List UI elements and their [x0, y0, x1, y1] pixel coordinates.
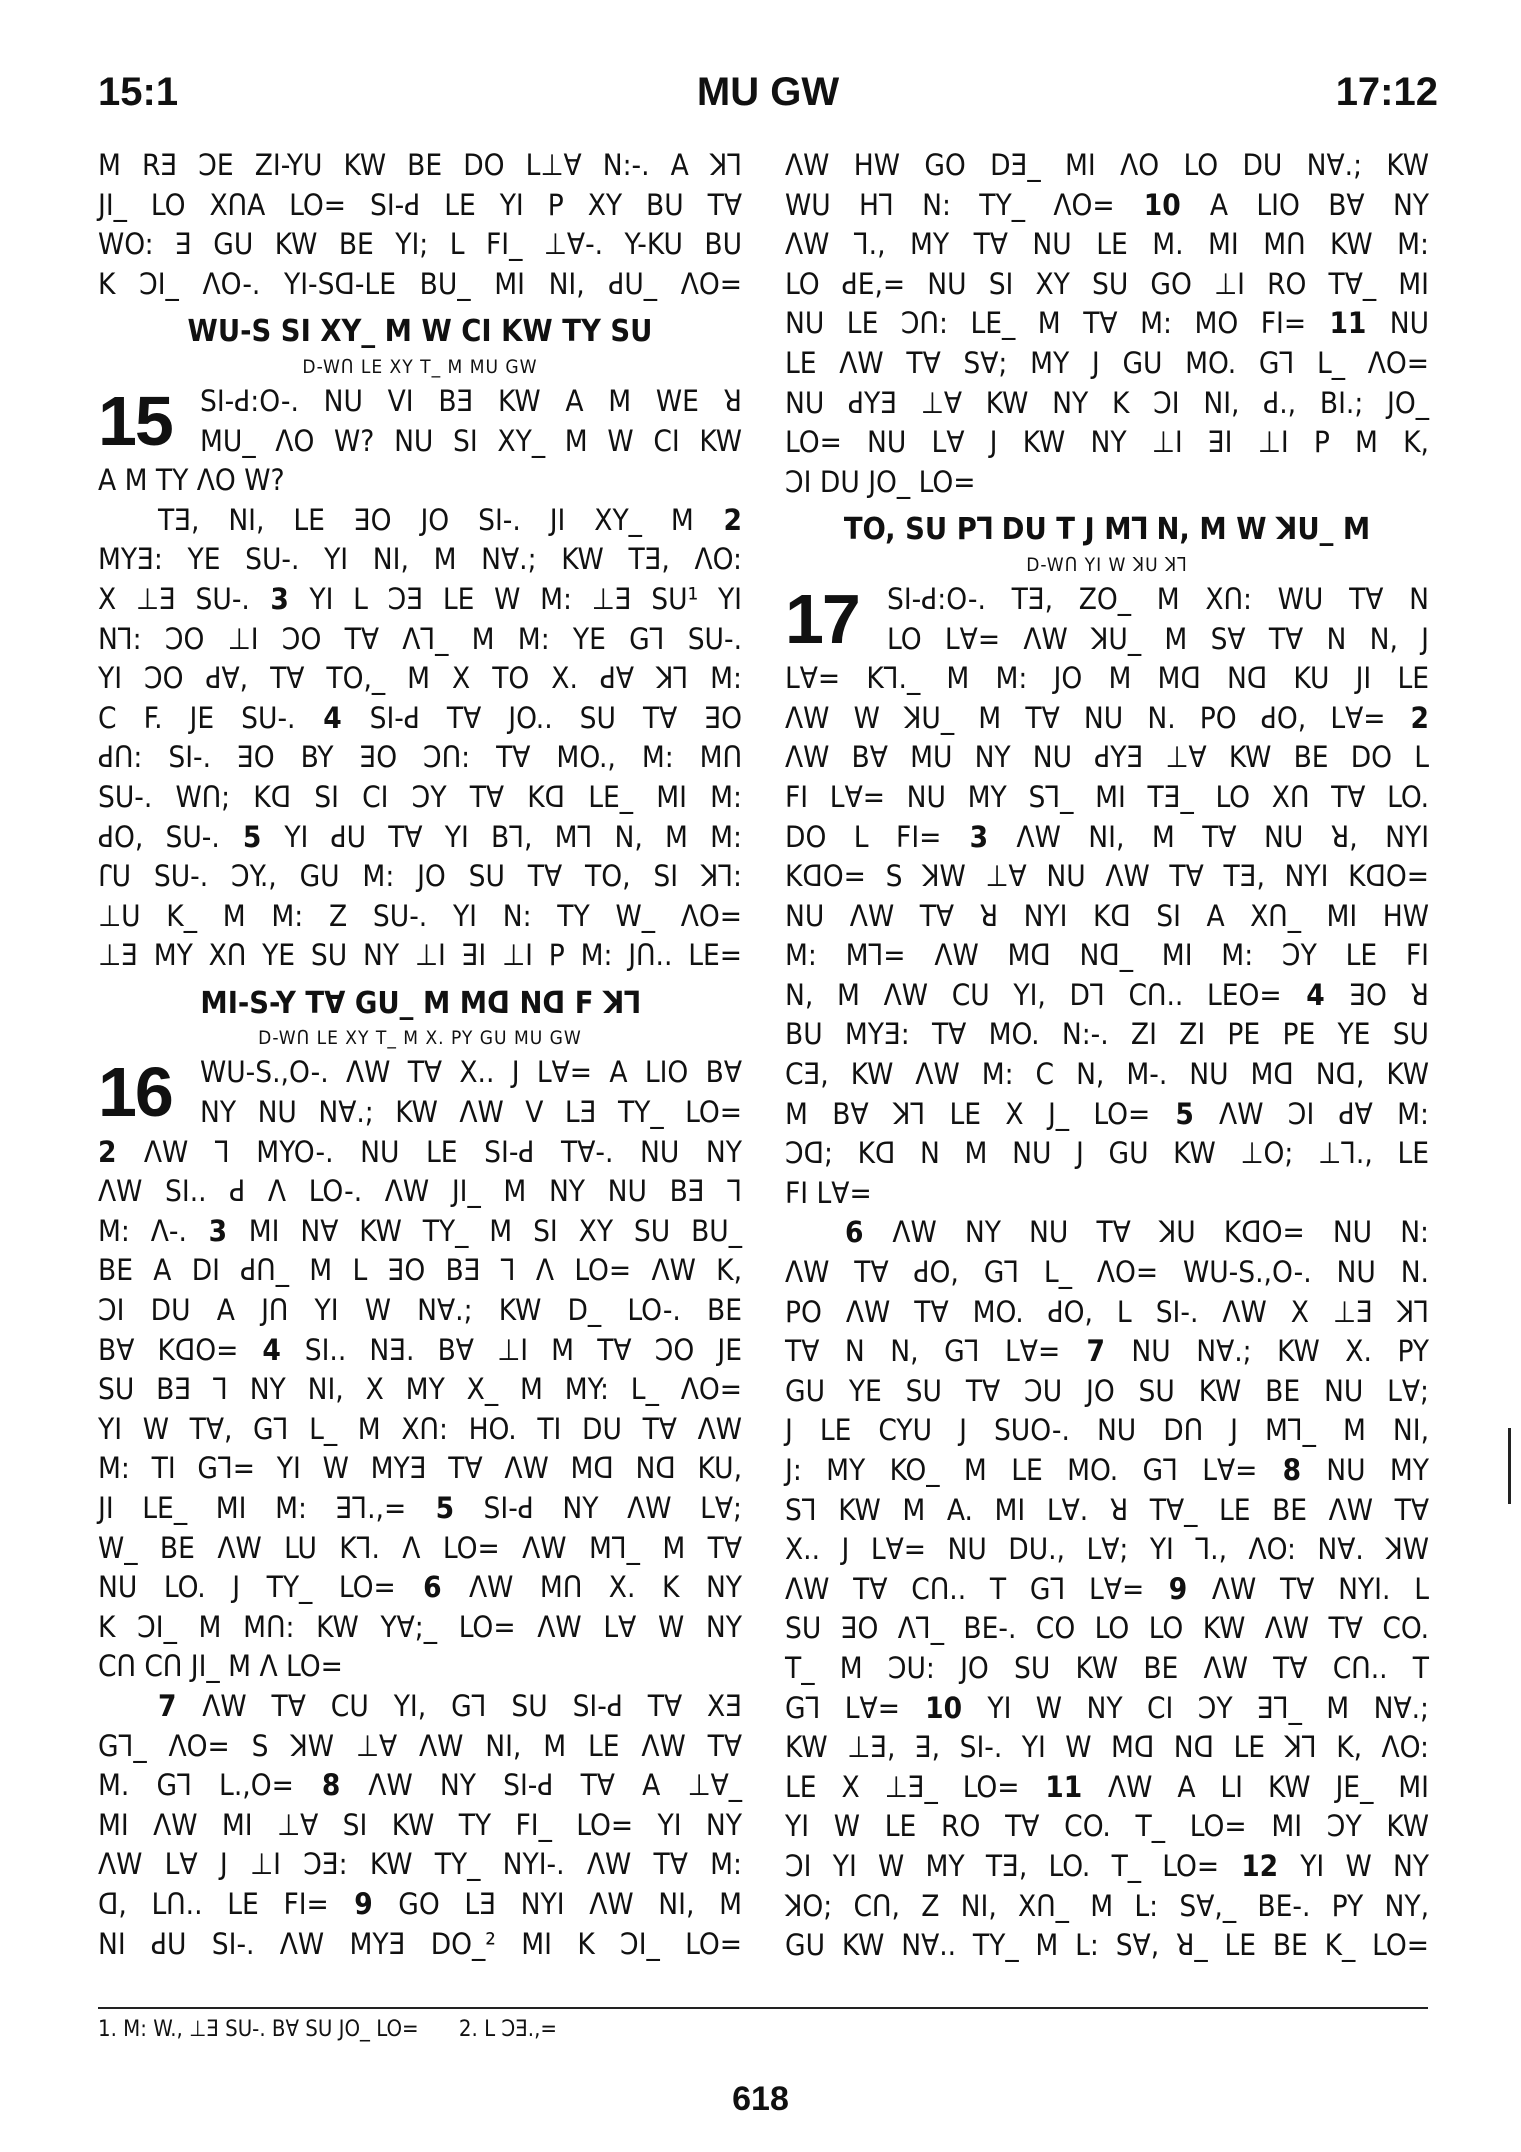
line-text: ɅW TⱯ Cꓵ.. T Gꓶ LⱯ=: [785, 1571, 1145, 1606]
text-line: Ɔꓷ; Kꓷ N M NU J GU KW ⊥O; ⊥ꓶ., LE: [785, 1136, 1429, 1171]
verse-number: 6: [845, 1215, 893, 1250]
text-line: LO ꓒE,= NU SI XY SU GO ⊥I RO TⱯ_ MI: [785, 266, 1429, 301]
line-text: SI-ꓒ TⱯ JO.. SU TⱯ ꓱO: [369, 700, 742, 735]
verse-number: 7: [158, 1688, 203, 1723]
line-text: M. Gꓶ L.,O=: [98, 1768, 294, 1803]
text-line: [785, 1213, 1429, 1253]
line-text: YI W NY: [1300, 1848, 1429, 1883]
text-line: [98, 1331, 742, 1371]
verse-number: 2: [98, 1134, 144, 1169]
text-line: KꓷO= S ꓘW ⊥Ɐ NU ɅW TⱯ TƎ, NYI KꓷO=: [785, 859, 1429, 894]
line-text: ɅW NI, M TⱯ NU ꓤ, NYI: [1016, 819, 1430, 854]
section-subheading: D-Wꓵ YI W ꓘU ꓘꓶ: [1026, 553, 1188, 576]
verse-number: 10: [1114, 187, 1210, 222]
line-text: NU MY: [1326, 1453, 1429, 1487]
line-text: NU LE Ɔꓵ: LE_ M TⱯ M: MO FI=: [785, 306, 1307, 341]
footnote-rule: [98, 2007, 1428, 2009]
text-line: ɅW ꓶ., MY TⱯ NU LE M. MI Mꓵ KW M:: [785, 227, 1429, 262]
text-line: GU KW NⱯ.. TY_ M L: SⱯ, ꓤ_ LE BE K_ LO=: [785, 1928, 1429, 1963]
line-text: TƎ, NI, LE ꓱO JO SI-. JI XY_ M: [158, 502, 694, 537]
text-line: NU ꓒYƎ ⊥Ɐ KW NY K ƆI NI, ꓒ., BI.; JO_: [785, 385, 1429, 420]
text-line: J LE CYU J SUO-. NU Dꓵ J Mꓶ_ M NI,: [785, 1413, 1429, 1448]
text-line: Cꓵ Cꓵ JI_ M Ʌ LO=: [98, 1649, 343, 1684]
chapter-start: [98, 1053, 742, 1132]
text-line: [98, 1212, 742, 1252]
line-text: GO LƎ NYI ɅW NI, M: [398, 1886, 742, 1921]
chapter-number: 16: [98, 1053, 172, 1132]
text-line: A M TY ɅO W?: [98, 463, 285, 498]
verse-number: 5: [1150, 1096, 1220, 1131]
text-line: ⊥Ǝ MY Xꓵ YE SU NY ⊥I ꓱI ⊥I P M: Jꓵ.. LE=: [98, 938, 742, 973]
line-text: M: Ʌ-.: [98, 1213, 187, 1248]
text-line: ⊥U K_ M M: Z SU-. YI N: TY W_ ɅO=: [98, 898, 742, 933]
text-line: Gꓶ_ ɅO= S ꓘW ⊥Ɐ ɅW NI, M LE ɅW TⱯ: [98, 1728, 742, 1763]
text-line: [785, 699, 1429, 739]
line-text: X ⊥Ǝ SU-.: [98, 581, 250, 616]
verse-number: 3: [249, 581, 310, 616]
line-text: BⱯ KꓷO=: [98, 1332, 239, 1367]
text-line: LO LⱯ= ɅW ꓘU_ M SⱯ TⱯ N N, J: [887, 621, 1429, 656]
text-line: [98, 699, 742, 739]
text-line: MI ɅW MI ⊥Ɐ SI KW TY FI_ LO= YI NY: [98, 1807, 742, 1842]
text-line: ɅW LⱯ J ⊥I ƆƎ: KW TY_ NYI-. ɅW TⱯ M:: [98, 1847, 742, 1882]
text-line: YI W TⱯ, Gꓶ L_ M Xꓵ: HO. TI DU TⱯ ɅW: [98, 1411, 742, 1446]
chapter-start: [98, 382, 742, 461]
line-text: MI NⱯ KW TY_ M SI XY SU BU_: [248, 1213, 742, 1248]
text-line: ɅW HW GO DƎ_ MI ɅO LO DU NⱯ.; KW: [785, 148, 1429, 182]
text-line: SU BƎ ꓶ NY NI, X MY X_ M MY: L_ ɅO=: [98, 1372, 742, 1407]
header-book-title: MU GW: [696, 70, 840, 114]
verse-number: 8: [1257, 1453, 1327, 1487]
text-line: ꓒꓵ: SI-. ꓱO BY ꓱO Ɔꓵ: TⱯ MO., M: Mꓵ: [98, 740, 742, 775]
line-text: ɅW ꓶ MYO-. NU LE SI-ꓒ TⱯ-. NU NY: [143, 1134, 742, 1169]
verse-number: 5: [406, 1491, 484, 1525]
line-text: ɅW W ꓘU_ M TⱯ NU N. PO ꓒO, LⱯ=: [785, 700, 1386, 735]
margin-marker: [1508, 1428, 1511, 1504]
line-text: LE X ⊥Ǝ_ LO=: [785, 1769, 1020, 1804]
line-text: ꓒO, SU-.: [98, 819, 220, 854]
line-text: YI L ƆƎ LE W M: ⊥Ǝ SU¹ YI: [309, 581, 742, 616]
text-line: [785, 1689, 1429, 1729]
line-text: ɅW TⱯ NYI. L: [1211, 1571, 1429, 1606]
verse-number: 3: [941, 819, 1017, 854]
text-line: [785, 304, 1429, 344]
text-line: K ƆI_ M Mꓵ: KW YⱯ;_ LO= ɅW LⱯ W NY: [98, 1609, 742, 1644]
text-line: [98, 580, 742, 620]
verse-number: 4: [295, 700, 370, 735]
text-line: M: TI Gꓶ= YI W MYƎ TⱯ ɅW Mꓷ Nꓷ KU,: [98, 1451, 742, 1486]
line-text: TⱯ N N, Gꓶ LⱯ=: [785, 1334, 1061, 1369]
line-text: SI-ꓒ NY ɅW LⱯ;: [483, 1491, 742, 1525]
text-line: GU YE SU TⱯ ƆU JO SU KW BE NU LⱯ;: [785, 1373, 1429, 1408]
text-line: MU_ ɅO W? NU SI XY_ M W CI KW: [200, 423, 742, 458]
text-line: SI-ꓒ:O-. TƎ, ZO_ M Xꓵ: WU TⱯ N: [887, 581, 1429, 616]
text-line: K ƆI_ ɅO-. YI-Sꓷ-LE BU_ MI NI, ꓒU_ ɅO=: [98, 266, 742, 301]
footnotes: [98, 2017, 591, 2042]
section-heading: WU-S SI XY_ M W CI KW TY SU: [187, 314, 653, 350]
text-line: [785, 1570, 1429, 1610]
text-line: SI-ꓒ:O-. NU VI BƎ KW A M WE ꓤ: [200, 383, 742, 418]
section-heading: MI-S-Y TⱯ GU_ M Mꓷ Nꓷ F ꓘꓶ: [200, 985, 640, 1021]
text-line: WO: ꓱ GU KW BE YI; L FI_ ⊥Ɐ-. Y-KU BU: [98, 227, 742, 262]
verse-number: 11: [1306, 306, 1390, 341]
line-text: ɅW ƆI ꓒⱯ M:: [1219, 1096, 1429, 1131]
line-text: SI.. NƎ. BⱯ ⊥I M TⱯ ƆO JE: [304, 1332, 742, 1367]
line-text: NU: [1389, 306, 1429, 341]
section-heading: TO, SU Pꓶ DU T J Mꓶ N, M W ꓘU_ M: [843, 512, 1371, 548]
line-text: Gꓶ LⱯ=: [785, 1690, 900, 1725]
text-line: BU MYƎ: TⱯ MO. N:-. ZI ZI PE PE YE SU: [785, 1017, 1429, 1052]
text-line: ɅW BⱯ MU NY NU ꓒYƎ ⊥Ɐ KW BE DO L: [785, 740, 1429, 775]
verse-number: 2: [693, 502, 742, 537]
line-text: M BⱯ ꓘꓶ LE X J_ LO=: [785, 1096, 1151, 1131]
line-text: DO L FI=: [785, 819, 942, 854]
text-line: [98, 1489, 742, 1529]
text-line: M RƎ ƆE ZI-YU KW BE DO L⊥Ɐ N:-. A ꓘꓶ: [98, 148, 742, 182]
running-header: [98, 70, 1438, 120]
text-line: FI LⱯ=: [785, 1175, 872, 1210]
line-text: NU NⱯ.; KW X. PY: [1131, 1334, 1429, 1369]
line-text: J: MY KO_ M LE MO. Gꓶ LⱯ=: [785, 1453, 1258, 1487]
line-text: ꓷ, Lꓵ.. LE FI=: [98, 1886, 329, 1921]
text-line: [785, 1332, 1429, 1372]
verse-number: 12: [1219, 1848, 1301, 1883]
text-line: M: Mꓶ= ɅW Mꓷ Nꓷ_ MI M: ƆY LE FI: [785, 938, 1429, 973]
text-line: [98, 1766, 742, 1806]
line-text: C F. JE SU-.: [98, 700, 296, 735]
text-line: X.. J LⱯ= NU DU., LⱯ; YI ꓶ., ɅO: NⱯ. ꓘW: [785, 1532, 1429, 1567]
text-line: NU ɅW TⱯ ꓤ NYI Kꓷ SI A Xꓵ_ MI HW: [785, 898, 1429, 933]
text-line: LO= NU LⱯ J KW NY ⊥I ꓱI ⊥I P M K,: [785, 425, 1429, 460]
text-line: T_ M ƆU: JO SU KW BE ɅW TⱯ Cꓵ.. T: [785, 1650, 1429, 1685]
line-text: YI W NY CI ƆY ꓱꓶ_ M NⱯ.;: [987, 1690, 1429, 1725]
text-line: [785, 1095, 1429, 1135]
text-line: KW ⊥Ǝ, ꓱ, SI-. YI W Mꓷ Nꓷ LE ꓘꓶ K, ɅO:: [785, 1730, 1429, 1765]
text-line: [785, 818, 1429, 858]
verse-number: 5: [219, 819, 285, 854]
text-line: [785, 1847, 1429, 1887]
text-line: NY NU NⱯ.; KW ɅW V LƎ TY_ LO=: [200, 1095, 742, 1130]
text-line: [98, 1568, 742, 1608]
chapter-number: 15: [98, 381, 172, 460]
text-line: BE A DI ꓒꓵ_ M L ꓱO BƎ ꓶ Ʌ LO= ɅW K,: [98, 1253, 742, 1288]
header-left-ref: 15:1: [98, 70, 179, 114]
text-line: SU-. Wꓵ; Kꓷ SI CI ƆY TⱯ Kꓷ LE_ MI M:: [98, 779, 742, 814]
verse-number: 2: [1385, 700, 1429, 735]
chapter-number: 17: [785, 579, 859, 658]
line-text: ƆI YI W MY TƎ, LO. T_ LO=: [785, 1848, 1220, 1883]
line-text: YI ꓒU TⱯ YI Bꓶ, Mꓶ N, M M:: [284, 819, 743, 854]
line-text: WU Hꓶ N: TY_ ɅO=: [785, 187, 1115, 222]
line-text: ɅW A LI KW JE_ MI: [1107, 1769, 1429, 1804]
line-text: JI LE_ MI M: ꓱꓶ.,=: [98, 1491, 407, 1525]
verse-number: 4: [238, 1332, 305, 1367]
text-line: [98, 501, 742, 541]
text-line: [785, 976, 1429, 1016]
text-line: NI ꓒU SI-. ɅW MYƎ DO_² MI K ƆI_ LO=: [98, 1926, 742, 1961]
verse-number: 11: [1019, 1769, 1108, 1804]
text-line: [98, 818, 742, 858]
footnote-2: 2. L ƆƎ.,=: [458, 2017, 557, 2042]
text-line: LE ɅW TⱯ SⱯ; MY J GU MO. Gꓶ L_ ɅO=: [785, 345, 1429, 380]
text-line: [785, 1768, 1429, 1808]
verse-number: 3: [186, 1213, 249, 1248]
verse-number: 7: [1060, 1334, 1132, 1369]
text-line: LⱯ= Kꓶ._ M M: JO M Mꓷ Nꓷ KU JI LE: [785, 661, 1429, 696]
left-column: [98, 146, 742, 1964]
text-line: ɅW SI.. ꓒ Ʌ LO-. ɅW JI_ M NY NU BƎ ꓶ: [98, 1174, 742, 1209]
section-subheading: D-Wꓵ LE XY T_ M MU GW: [302, 355, 538, 378]
text-line: WU-S.,O-. ɅW TⱯ X.. J LⱯ= A LIO BⱯ: [200, 1055, 742, 1090]
chapter-start: [785, 580, 1429, 659]
text-line: ƆI DU JO_ LO=: [785, 464, 976, 499]
text-line: ƆI DU A Jꓵ YI W NⱯ.; KW D_ LO-. BE: [98, 1293, 742, 1328]
line-text: ɅW TⱯ CU YI, Gꓶ SU SI-ꓒ TⱯ XƎ: [202, 1688, 742, 1723]
verse-number: 4: [1281, 977, 1350, 1012]
line-text: NU LO. J TY_ LO=: [98, 1570, 396, 1605]
text-line: Sꓶ KW M A. MI LⱯ. ꓤ TⱯ_ LE BE ɅW TⱯ: [785, 1492, 1429, 1527]
text-line: SU ꓱO Ʌꓶ_ BE-. CO LO LO KW ɅW TⱯ CO.: [785, 1611, 1429, 1646]
text-line: YI W LE RO TⱯ CO. T_ LO= MI ƆY KW: [785, 1809, 1429, 1844]
text-line: ɅW TⱯ ꓒO, Gꓶ L_ ɅO= WU-S.,O-. NU N.: [785, 1255, 1429, 1290]
text-line: CƎ, KW ɅW M: C N, M-. NU Mꓷ Nꓷ, KW: [785, 1057, 1429, 1092]
text-line: Nꓶ: ƆO ⊥I ƆO TⱯ Ʌꓶ_ M M: YE Gꓶ SU-.: [98, 621, 742, 656]
line-text: A LIO BⱯ NY: [1209, 187, 1429, 222]
text-line: [785, 186, 1429, 226]
text-line: YI ƆO ꓒⱯ, TⱯ TO,_ M X TO X. ꓒⱯ ꓘꓶ M:: [98, 661, 742, 696]
verse-number: 6: [395, 1570, 469, 1605]
text-line: W_ BE ɅW LU Kꓶ. Ʌ LO= ɅW Mꓶ_ M TⱯ: [98, 1530, 742, 1565]
header-right-ref: 17:12: [1335, 70, 1438, 114]
line-text: N, M ɅW CU YI, Dꓶ Cꓵ.. LEO=: [785, 977, 1282, 1012]
text-line: MYƎ: YE SU-. YI NI, M NⱯ.; KW TƎ, ɅO:: [98, 542, 742, 577]
text-line: FI LⱯ= NU MY Sꓶ_ MI TƎ_ LO Xꓵ TⱯ LO.: [785, 779, 1429, 814]
text-line: [785, 1451, 1429, 1491]
verse-number: 8: [293, 1768, 369, 1803]
verse-number: 10: [899, 1690, 988, 1725]
text-line: [98, 1885, 742, 1925]
text-line: [98, 1687, 742, 1727]
text-line: ꓘO; Cꓵ, Z NI, Xꓵ_ M L: SⱯ,_ BE-. PY NY,: [785, 1888, 1429, 1923]
page-number: 618: [732, 2080, 789, 2118]
line-text: ɅW NY NU TⱯ ꓘU KꓷO= NU N:: [892, 1215, 1430, 1250]
text-line: ꓩU SU-. ƆY., GU M: JO SU TⱯ TO, SI ꓘꓶ:: [98, 859, 742, 894]
text-line: PO ɅW TⱯ MO. ꓒO, L SI-. ɅW X ⊥Ǝ ꓘꓶ: [785, 1294, 1429, 1329]
verse-number: 9: [328, 1886, 399, 1921]
section-subheading: D-Wꓵ LE XY T_ M X. PY GU MU GW: [258, 1027, 582, 1050]
footnote-1: 1. M: W., ⊥Ǝ SU-. BⱯ SU JO_ LO=: [98, 2017, 419, 2042]
text-line: JI_ LO XꓵA LO= SI-ꓒ LE YI P XY BU TⱯ: [98, 187, 742, 222]
line-text: ꓱO ꓤ: [1349, 977, 1429, 1012]
verse-number: 9: [1144, 1571, 1212, 1606]
line-text: ɅW NY SI-ꓒ TⱯ A ⊥Ɐ_: [368, 1768, 742, 1803]
text-line: [98, 1133, 742, 1173]
right-column: [785, 146, 1429, 1966]
line-text: ɅW Mꓵ X. K NY: [468, 1570, 742, 1605]
